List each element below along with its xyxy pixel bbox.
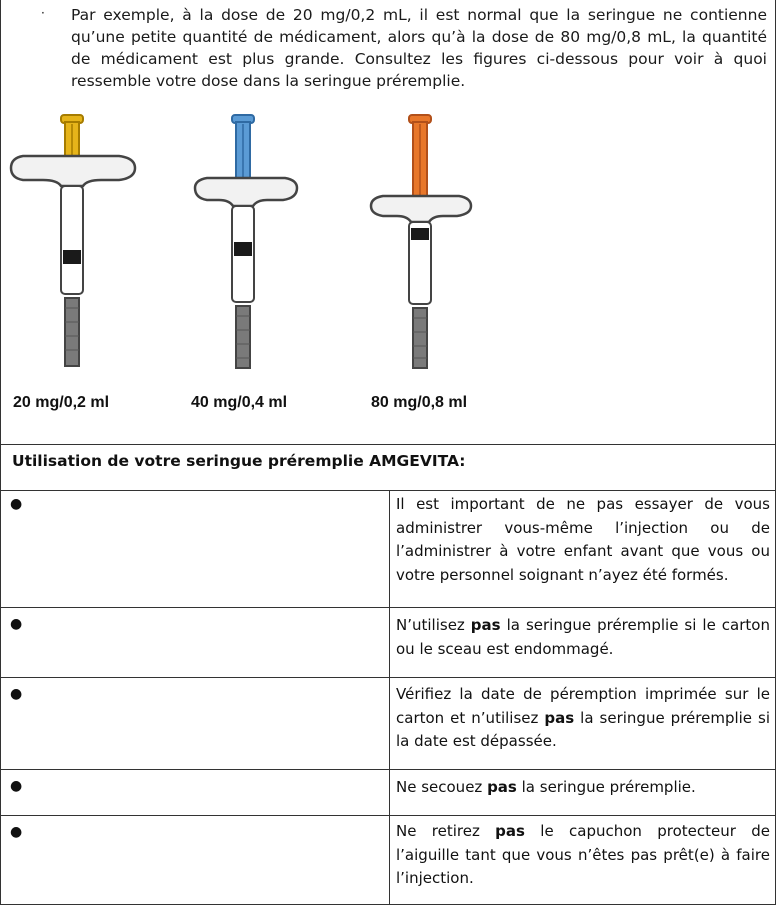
syringe-label-80mg: 80 mg/0,8 ml <box>371 394 468 411</box>
syringe-80mg <box>371 115 471 368</box>
syringe-figures <box>1 100 776 400</box>
bullet-icon: ● <box>10 778 23 794</box>
instruction-row-left <box>0 677 390 770</box>
syringe-40mg-stopper <box>234 242 252 256</box>
instruction-text-1: Il est important de ne pas essayer de vous administrer vous-même l’injection ou de l’administrer à votre enfant avant que vous ou votre personnel soignant n’ayez été formés. <box>396 495 770 584</box>
bullet-icon: ● <box>10 616 23 632</box>
syringe-40mg <box>195 115 297 368</box>
syringe-80mg-flange <box>371 196 471 222</box>
syringe-80mg-needle-cap <box>413 308 427 368</box>
instruction-row-left <box>0 490 390 608</box>
instruction-row-left <box>0 769 390 816</box>
bullet-icon: ● <box>10 686 23 702</box>
instruction-text-3: Vérifiez la date de péremption imprimée sur le carton et n’utilisez pas la seringue préremplie si la date est dépassée. <box>396 685 771 750</box>
syringe-20mg-barrel <box>61 186 83 294</box>
syringe-20mg-flange <box>11 156 135 186</box>
syringe-label-40mg: 40 mg/0,4 ml <box>191 394 288 411</box>
instruction-text-5: Ne retirez pas le capuchon protecteur de l’aiguille tant que vous n’êtes pas prêt(e) à faire l’injection. <box>396 822 770 887</box>
syringe-40mg-flange <box>195 178 297 206</box>
instruction-text-4: Ne secouez pas la seringue préremplie. <box>396 778 696 796</box>
bullet-icon: ● <box>10 824 23 840</box>
list-marker: · <box>41 6 45 20</box>
syringe-label-20mg: 20 mg/0,2 ml <box>13 394 110 411</box>
instruction-row-left <box>0 815 390 905</box>
figure-cell <box>0 0 776 445</box>
bullet-icon: ● <box>10 496 23 512</box>
intro-paragraph: Par exemple, à la dose de 20 mg/0,2 mL, il est normal que la seringue ne contienne qu’une petite quantité de médicament, alors qu’à la dose de 80 mg/0,8 mL, la quantité de médicament est plus grande. Consultez les figures ci-dessous pour voir à quoi ressemble votre dose dans la seringue préremplie. <box>71 6 767 90</box>
syringe-80mg-stopper <box>411 228 429 240</box>
section-heading: Utilisation de votre seringue préremplie AMGEVITA: <box>12 452 466 470</box>
instruction-text-2: N’utilisez pas la seringue préremplie si le carton ou le sceau est endommagé. <box>396 616 770 658</box>
instruction-row-left <box>0 607 390 678</box>
syringe-40mg-needle-cap <box>236 306 250 368</box>
syringe-20mg <box>11 115 135 366</box>
syringe-20mg-stopper <box>63 250 81 264</box>
